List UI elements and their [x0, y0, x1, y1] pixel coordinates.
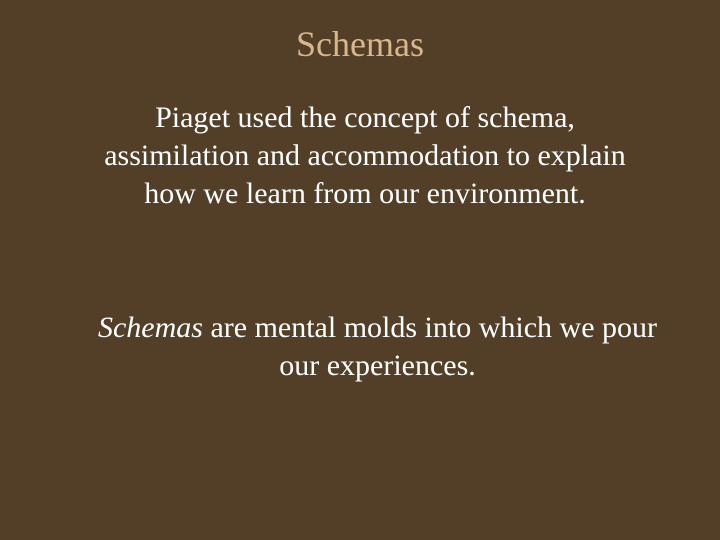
- body-paragraph-1: Piaget used the concept of schema, assimilation and accommodation to explain how we learn from our environment.: [104, 101, 626, 210]
- paragraph-2-text: are mental molds into which we pour our experiences.: [202, 311, 658, 382]
- slide-title: Schemas: [296, 24, 424, 64]
- emphasized-term: Schemas: [97, 311, 203, 344]
- body-paragraph-2: [95, 309, 660, 385]
